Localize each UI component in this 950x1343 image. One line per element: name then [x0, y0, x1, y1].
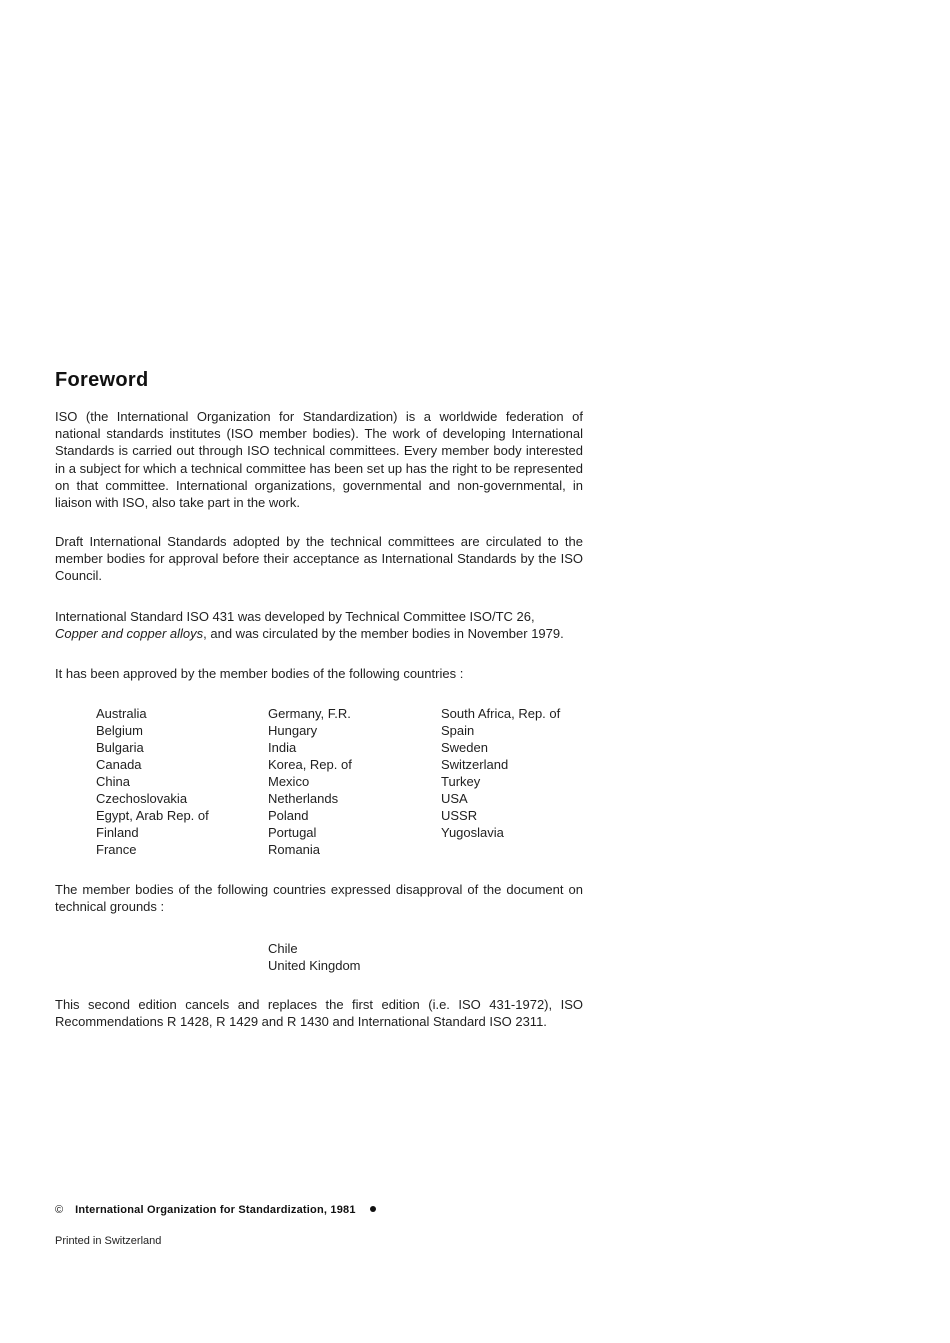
country-item: United Kingdom: [268, 958, 361, 973]
disapproving-countries-list: [268, 940, 361, 974]
country-item: Germany, F.R.: [268, 706, 351, 721]
committee-title: Copper and copper alloys: [55, 626, 204, 642]
country-item: Belgium: [96, 723, 143, 738]
foreword-paragraph-iso: ISO (the International Organization for Standardization) is a worldwide federation of national standards institutes (ISO member bodies). The work of developing International Standards is carried out through ISO technical committees. Every member body interested in a subject for which a technical committee has been set up has the right to be represented on that committee. International organizations, governmental and non-governmental, in liaison with ISO, also take part in the work.: [55, 409, 583, 511]
disapproval-intro: The member bodies of the following countries expressed disapproval of the document on technical grounds :: [55, 882, 583, 915]
country-item: Romania: [268, 842, 321, 857]
country-item: Spain: [441, 723, 475, 738]
country-item: Czechoslovakia: [96, 791, 188, 806]
country-item: Chile: [268, 941, 298, 956]
countries-column-1: [96, 705, 209, 858]
approval-intro: It has been approved by the member bodies of the following countries :: [55, 666, 464, 681]
country-item: USA: [441, 791, 468, 806]
country-item: Bulgaria: [96, 740, 144, 755]
countries-column-2: [268, 705, 352, 858]
copyright-line: [55, 1204, 376, 1216]
country-item: USSR: [441, 808, 478, 823]
copyright-symbol: ©: [55, 1204, 64, 1216]
country-item: Egypt, Arab Rep. of: [96, 808, 209, 823]
country-item: Sweden: [441, 740, 488, 755]
edition-note: This second edition cancels and replaces the first edition (i.e. ISO 431-1972), ISO Recommendations R 1428, R 1429 and R 1430 and International Standard ISO 2311.: [55, 997, 583, 1030]
country-item: Hungary: [268, 723, 318, 738]
foreword-paragraph-draft: Draft International Standards adopted by the technical committees are circulated to the member bodies for approval before their acceptance as International Standards by the ISO Council.: [55, 534, 583, 584]
country-item: India: [268, 740, 297, 755]
countries-column-3: [441, 705, 560, 841]
country-item: Poland: [268, 808, 309, 823]
bullet-dot-icon: [370, 1206, 376, 1212]
printed-location: Printed in Switzerland: [55, 1235, 162, 1247]
country-item: Korea, Rep. of: [268, 757, 352, 772]
country-item: South Africa, Rep. of: [441, 706, 561, 721]
country-item: Portugal: [268, 825, 317, 840]
country-item: Canada: [96, 757, 142, 772]
copyright-text: International Organization for Standardization, 1981: [75, 1204, 356, 1216]
country-item: China: [96, 774, 130, 789]
country-item: Turkey: [441, 774, 481, 789]
foreword-paragraph-development: [55, 608, 583, 642]
page-title: Foreword: [55, 369, 149, 391]
country-item: France: [96, 842, 137, 857]
country-item: Australia: [96, 706, 147, 721]
development-text-start: International Standard ISO 431 was developed by Technical Committee ISO/TC 26,: [55, 609, 535, 624]
country-item: Switzerland: [441, 757, 509, 772]
development-text-end: , and was circulated by the member bodies in November 1979.: [203, 626, 564, 642]
country-item: Mexico: [268, 774, 310, 789]
country-item: Netherlands: [268, 791, 339, 806]
country-item: Finland: [96, 825, 139, 840]
country-item: Yugoslavia: [441, 825, 504, 840]
